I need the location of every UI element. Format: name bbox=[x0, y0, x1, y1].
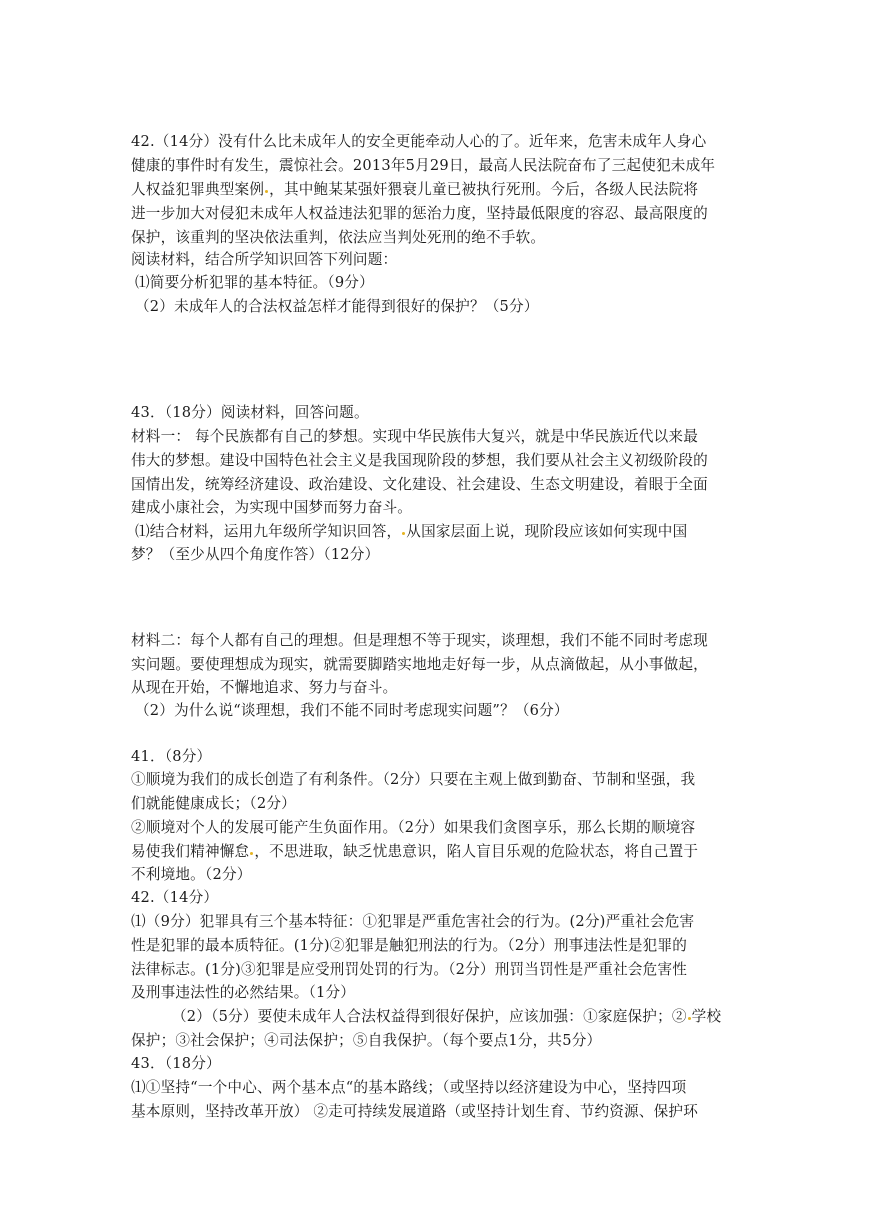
watermark-dot bbox=[688, 1017, 691, 1020]
q43-sub-question-1-cont: 梦？（至少从四个角度作答）（12分） bbox=[131, 546, 380, 563]
q43-sub-question-1-part-2: 从国家层面上说，现阶段应该如何实现中国 bbox=[406, 523, 688, 540]
q42-sub-question-2: （2）未成年人的合法权益怎样才能得到很好的保护？（5分） bbox=[135, 298, 539, 315]
answer-42-line-5-part-1: （2）（5分）要使未成年人合法权益得到很好保护，应该加强：①家庭保护；② bbox=[172, 1008, 687, 1025]
q42-line-5: 保护，该重判的坚决依法重判，依法应当判处死刑的绝不手软。 bbox=[131, 229, 546, 246]
watermark-dot bbox=[265, 190, 268, 193]
q43-sub-question-1 bbox=[135, 521, 687, 543]
q43-sub-question-1-part-1: ⑴结合材料，运用九年级所学知识回答， bbox=[135, 523, 402, 540]
q43-material-2-line-1: 材料二：每个人都有自己的理想。但是理想不等于现实，谈理想，我们不能不同时考虑现 bbox=[131, 632, 708, 649]
answer-42-line-5 bbox=[172, 1006, 721, 1028]
q43-material-2-line-2: 实问题。要使理想成为现实，就需要脚踏实地地走好每一步，从点滴做起，从小事做起， bbox=[131, 656, 708, 673]
q43-heading: 43．（18分）阅读材料，回答问题。 bbox=[131, 404, 369, 421]
answer-43-line-2: 基本原则，坚持改革开放） ②走可持续发展道路（或坚持计划生育、节约资源、保护环 bbox=[131, 1103, 699, 1120]
answer-42-line-3: 法律标志。(1分)③犯罪是应受刑罚处罚的行为。（2分）刑罚当罚性是严重社会危害性 bbox=[131, 961, 688, 978]
q42-line-2: 健康的事件时有发生，震惊社会。2013年5月29日，最高人民法院奋布了三起使犯未成年 bbox=[131, 157, 716, 174]
answer-41-line-2: 们就能健康成长；（2分） bbox=[131, 795, 296, 812]
answer-42-line-6: 保护；③社会保护；④司法保护；⑤自我保护。（每个要点1分，共5分） bbox=[131, 1032, 602, 1049]
answer-43-heading: 43．（18分） bbox=[131, 1055, 221, 1072]
q43-material-1-line-3: 国情出发，统筹经济建设、政治建设、文化建设、社会建设、生态文明建设，着眼于全面 bbox=[131, 476, 708, 493]
answer-41-line-3: ②顺境对个人的发展可能产生负面作用。（2分）如果我们贪图享乐，那么长期的顺境容 bbox=[131, 819, 696, 836]
q42-instruction: 阅读材料，结合所学知识回答下列问题： bbox=[131, 251, 398, 268]
answer-42-line-2: 性是犯罪的最本质特征。(1分)②犯罪是触犯刑法的行为。（2分）刑事违法性是犯罪的 bbox=[131, 937, 688, 954]
q42-line-3-part-1: 人权益犯罪典型案例 bbox=[131, 181, 265, 198]
answer-42-heading: 42.（14分） bbox=[131, 889, 219, 906]
answer-41-line-4-part-2: ，不思进取，缺乏忧患意识，陷人盲目乐观的危险状态，将自己置于 bbox=[254, 843, 699, 860]
q42-line-3 bbox=[131, 179, 698, 201]
q43-sub-question-2: （2）为什么说“谈理想，我们不能不同时考虑现实问题”？（6分） bbox=[135, 702, 569, 719]
answer-41-line-1: ①顺境为我们的成长创造了有利条件。（2分）只要在主观上做到勤奋、节制和坚强，我 bbox=[131, 771, 696, 788]
q43-material-1-line-4: 建成小康社会，为实现中国梦而努力奋斗。 bbox=[131, 499, 413, 516]
answer-42-line-5-part-2: 学校 bbox=[691, 1008, 722, 1025]
q42-line-1: 42.（14分）没有什么比未成年人的安全更能牵动人心的了。近年来，危害未成年人身心 bbox=[131, 133, 707, 150]
answer-43-line-1: ⑴①坚持“一个中心、两个基本点“的基本路线；（或坚持以经济建设为中心，坚持四项 bbox=[131, 1079, 687, 1096]
answer-41-line-4 bbox=[131, 841, 698, 863]
q43-material-1-line-1: 材料一： 每个民族都有自己的梦想。实现中华民族伟大复兴，就是中华民族近代以来最 bbox=[131, 428, 699, 445]
q42-sub-question-1: ⑴简要分析犯罪的基本特征。（9分） bbox=[135, 274, 374, 291]
q42-line-3-part-2: ，其中鲍某某强奸猥衰儿童已被执行死刑。今后，各级人民法院将 bbox=[269, 181, 699, 198]
answer-41-line-5: 不利境地。（2分） bbox=[131, 866, 252, 883]
q43-material-2-line-3: 从现在开始，不懈地追求、努力与奋斗。 bbox=[131, 679, 398, 696]
q42-line-4: 进一步加大对侵犯未成年人权益违法犯罪的惩治力度，坚持最低限度的容忍、最高限度的 bbox=[131, 205, 708, 222]
answer-41-line-4-part-1: 易使我们精神懈怠 bbox=[131, 843, 250, 860]
watermark-dot bbox=[250, 852, 253, 855]
answer-41-heading: 41．（8分） bbox=[131, 748, 212, 765]
q43-material-1-line-2: 伟大的梦想。建设中国特色社会主义是我国现阶段的梦想，我们要从社会主义初级阶段的 bbox=[131, 452, 708, 469]
watermark-dot bbox=[402, 532, 405, 535]
answer-42-line-4: 及刑事违法性的必然结果。（1分） bbox=[131, 984, 356, 1001]
answer-42-line-1: ⑴（9分）犯罪具有三个基本特征：①犯罪是严重危害社会的行为。(2分)严重社会危害 bbox=[131, 913, 695, 930]
